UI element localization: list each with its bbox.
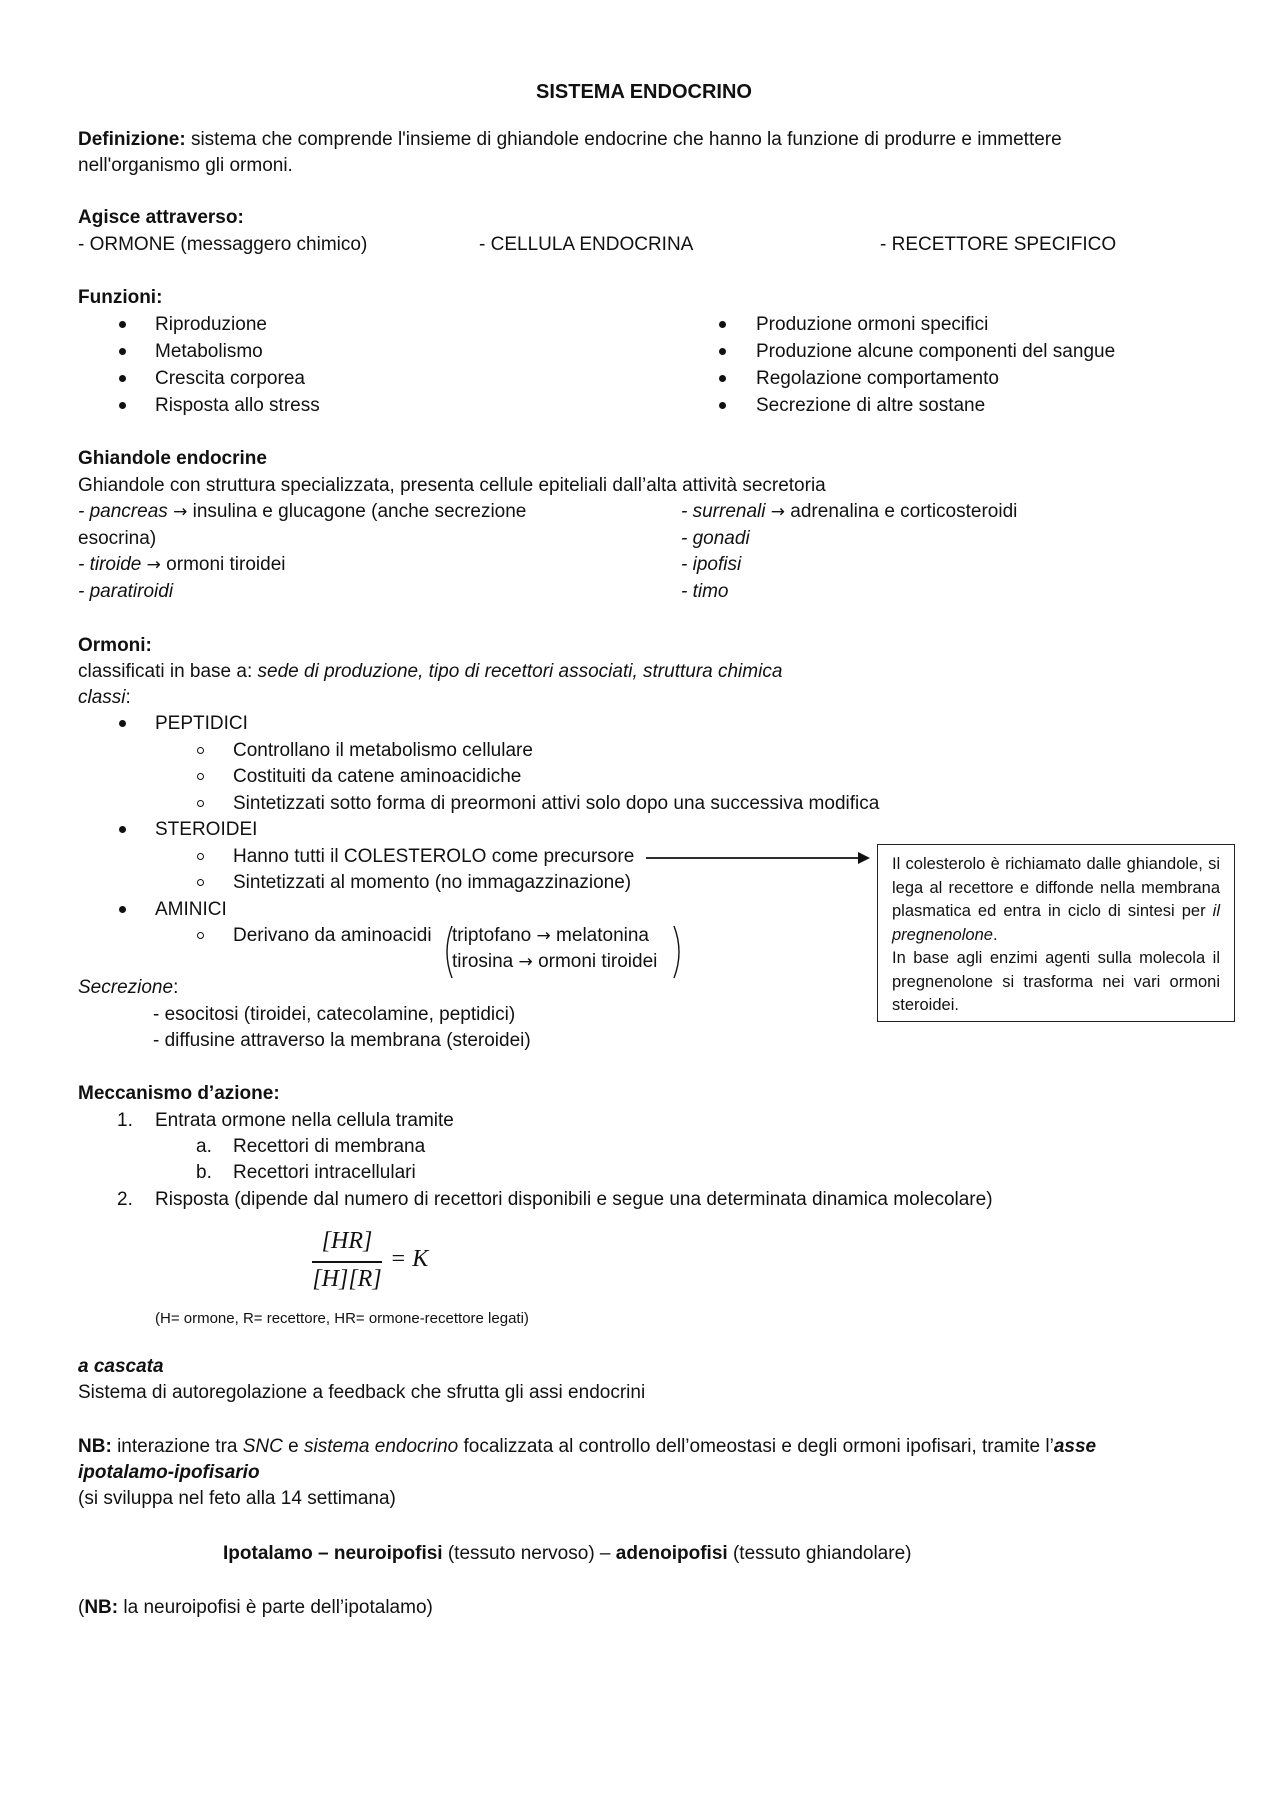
nb-sistema: sistema endocrino — [304, 1436, 459, 1457]
aminoacid-name: tirosina — [452, 951, 514, 972]
ormoni-classificati — [78, 660, 782, 684]
arrow-right-icon: → — [173, 502, 188, 522]
circle-bullet-icon — [197, 747, 204, 754]
agisce-item-recettore: - RECETTORE SPECIFICO — [880, 234, 1117, 255]
class-aminici: AMINICI — [155, 899, 227, 920]
nb-snc: SNC — [242, 1436, 283, 1457]
chain-part: adenoipofisi — [615, 1543, 728, 1564]
list-letter: b. — [196, 1162, 212, 1183]
gland-product: ormoni tiroidei — [166, 554, 286, 575]
arrow-to-note-icon — [646, 850, 872, 866]
agisce-item-ormone: - ORMONE (messaggero chimico) — [78, 234, 368, 255]
nb-feto-note: (si sviluppa nel feto alla 14 settimana) — [78, 1488, 396, 1509]
funzioni-left-item: Metabolismo — [155, 341, 263, 362]
aminoacid-triptofano — [452, 924, 649, 948]
meccanismo-sub-a: Recettori di membrana — [233, 1136, 426, 1157]
definition-label: Definizione: — [78, 129, 186, 150]
agisce-item-cellula: - CELLULA ENDOCRINA — [479, 234, 694, 255]
ormoni-label: Ormoni: — [78, 635, 152, 656]
peptidici-item: Sintetizzati sotto forma di preormoni attivi solo dopo una successiva modifica — [233, 793, 880, 814]
note-italic: il pregnenolone — [892, 902, 1220, 944]
meccanismo-sub-b: Recettori intracellulari — [233, 1162, 416, 1183]
gland-tiroide — [78, 553, 286, 577]
ipotalamo-chain — [223, 1542, 911, 1566]
aminoacid-name: triptofano — [452, 925, 532, 946]
list-number: 2. — [117, 1189, 133, 1210]
nb-label: NB: — [78, 1436, 112, 1457]
cascata-label: a cascata — [78, 1356, 164, 1377]
agisce-label: Agisce attraverso: — [78, 207, 244, 228]
secrezione-heading — [78, 976, 178, 1000]
funzioni-left-item: Riproduzione — [155, 314, 267, 335]
secrezione-label: Secrezione — [78, 977, 174, 998]
bullet-icon — [719, 348, 726, 355]
gland-surrenali — [681, 500, 1017, 524]
secrezione-item: - esocitosi (tiroidei, catecolamine, peptidici) — [153, 1004, 516, 1025]
ormoni-classi — [78, 686, 131, 710]
arrow-right-icon: → — [146, 555, 161, 575]
aminici-item: Derivano da aminoacidi — [233, 925, 432, 946]
nb2-text: la neuroipofisi è parte dell’ipotalamo) — [123, 1597, 433, 1618]
class-peptidici: PEPTIDICI — [155, 713, 248, 734]
bullet-icon — [719, 321, 726, 328]
ghiandole-label: Ghiandole endocrine — [78, 448, 267, 469]
funzioni-label: Funzioni: — [78, 287, 163, 308]
secrezione-colon: : — [173, 977, 179, 998]
steroidei-item: Hanno tutti il COLESTEROLO come precursore — [233, 846, 635, 867]
note-paragraph-1 — [892, 853, 1220, 947]
definition-text-1: sistema che comprende l'insieme di ghiandole endocrine che hanno la funzione di produrre e immettere — [190, 129, 1062, 150]
nb-interazione-line-1 — [78, 1435, 1096, 1459]
steroidei-item: Sintetizzati al momento (no immagazzinazione) — [233, 872, 632, 893]
funzioni-right-item: Produzione ormoni specifici — [756, 314, 989, 335]
funzioni-left-item: Crescita corporea — [155, 368, 305, 389]
gland-name: - pancreas — [78, 501, 168, 522]
bullet-icon — [119, 720, 126, 727]
circle-bullet-icon — [197, 879, 204, 886]
bullet-icon — [119, 321, 126, 328]
formula-denominator: [H][R] — [312, 1266, 382, 1292]
note-text: Il colesterolo è richiamato dalle ghiandole, si lega al recettore e diffonde nella membrana plasmatica ed entra in ciclo di sintesi per — [892, 855, 1220, 920]
list-number: 1. — [117, 1110, 133, 1131]
note-period: . — [992, 925, 998, 944]
bullet-icon — [119, 348, 126, 355]
gland-name: - tiroide — [78, 554, 142, 575]
nb-text: interazione tra — [117, 1436, 238, 1457]
right-bracket-icon — [672, 925, 686, 979]
nb-asse: asse — [1053, 1436, 1097, 1457]
list-letter: a. — [196, 1136, 212, 1157]
arrow-right-icon: → — [536, 926, 551, 946]
bullet-icon — [119, 402, 126, 409]
bullet-icon — [119, 826, 126, 833]
definition-text-2: nell'organismo gli ormoni. — [78, 155, 293, 176]
meccanismo-label: Meccanismo d’azione: — [78, 1083, 280, 1104]
fraction-bar — [312, 1261, 382, 1263]
ghiandole-desc: Ghiandole con struttura specializzata, presenta cellule epiteliali dall’alta attività secretoria — [78, 475, 826, 496]
aminoacid-tirosina — [452, 950, 657, 974]
circle-bullet-icon — [197, 853, 204, 860]
secrezione-item: - diffusine attraverso la membrana (steroidei) — [153, 1030, 531, 1051]
funzioni-right-item: Secrezione di altre sostane — [756, 395, 986, 416]
arrow-right-icon: → — [518, 952, 533, 972]
gland-gonadi: - gonadi — [681, 528, 750, 549]
class-steroidei: STEROIDEI — [155, 819, 258, 840]
cascata-text: Sistema di autoregolazione a feedback che sfrutta gli assi endocrini — [78, 1382, 646, 1403]
definition-line-1 — [78, 128, 1062, 152]
classi-colon: : — [125, 687, 131, 708]
derived-hormone: ormoni tiroidei — [538, 951, 658, 972]
funzioni-right-item: Produzione alcune componenti del sangue — [756, 341, 1116, 362]
peptidici-item: Controllano il metabolismo cellulare — [233, 740, 533, 761]
bullet-icon — [719, 375, 726, 382]
nb-asse-line-2: ipotalamo-ipofisario — [78, 1462, 260, 1483]
formula-rhs: = K — [390, 1246, 429, 1272]
colesterolo-note-box — [877, 844, 1235, 1022]
page-title: SISTEMA ENDOCRINO — [536, 81, 752, 103]
bullet-icon — [719, 402, 726, 409]
classificati-criteria: sede di produzione, tipo di recettori associati, struttura chimica — [257, 661, 783, 682]
gland-pancreas-cont: esocrina) — [78, 528, 157, 549]
arrow-right-icon: → — [770, 502, 786, 522]
chain-part: (tessuto ghiandolare) — [732, 1543, 912, 1564]
nb-neuroipofisi — [78, 1596, 433, 1620]
funzioni-right-item: Regolazione comportamento — [756, 368, 999, 389]
peptidici-item: Costituiti da catene aminoacidiche — [233, 766, 522, 787]
circle-bullet-icon — [197, 800, 204, 807]
classi-label: classi — [78, 687, 126, 708]
nb2-label: NB: — [84, 1597, 119, 1618]
classificati-prefix: classificati in base a: — [78, 661, 253, 682]
circle-bullet-icon — [197, 932, 204, 939]
nb2-paren: ( — [78, 1597, 85, 1618]
gland-name: - surrenali — [681, 501, 766, 522]
meccanismo-item-1: Entrata ormone nella cellula tramite — [155, 1110, 454, 1131]
formula-legend: (H= ormone, R= recettore, HR= ormone-recettore legati) — [155, 1310, 529, 1327]
nb-text: e — [288, 1436, 299, 1457]
formula-numerator: [HR] — [321, 1228, 373, 1254]
gland-product: adrenalina e corticosteroidi — [790, 501, 1018, 522]
chain-part: (tessuto nervoso) – — [447, 1543, 611, 1564]
circle-bullet-icon — [197, 773, 204, 780]
gland-ipofisi: - ipofisi — [681, 554, 742, 575]
nb-text: focalizzata al controllo dell’omeostasi e degli ormoni ipofisari, tramite l’ — [463, 1436, 1054, 1457]
funzioni-left-item: Risposta allo stress — [155, 395, 320, 416]
bullet-icon — [119, 375, 126, 382]
gland-product: insulina e glucagone (anche secrezione — [192, 501, 527, 522]
note-paragraph-2: In base agli enzimi agenti sulla molecola il pregnenolone si trasforma nei vari ormoni steroidei. — [892, 949, 1220, 1014]
gland-timo: - timo — [681, 581, 729, 602]
derived-hormone: melatonina — [556, 925, 649, 946]
gland-paratiroidi: - paratiroidi — [78, 581, 174, 602]
gland-pancreas — [78, 500, 526, 524]
meccanismo-item-2: Risposta (dipende dal numero di recettori disponibili e segue una determinata dinamica molecolare) — [155, 1189, 993, 1210]
bullet-icon — [119, 906, 126, 913]
chain-part: Ipotalamo – neuroipofisi — [223, 1543, 443, 1564]
